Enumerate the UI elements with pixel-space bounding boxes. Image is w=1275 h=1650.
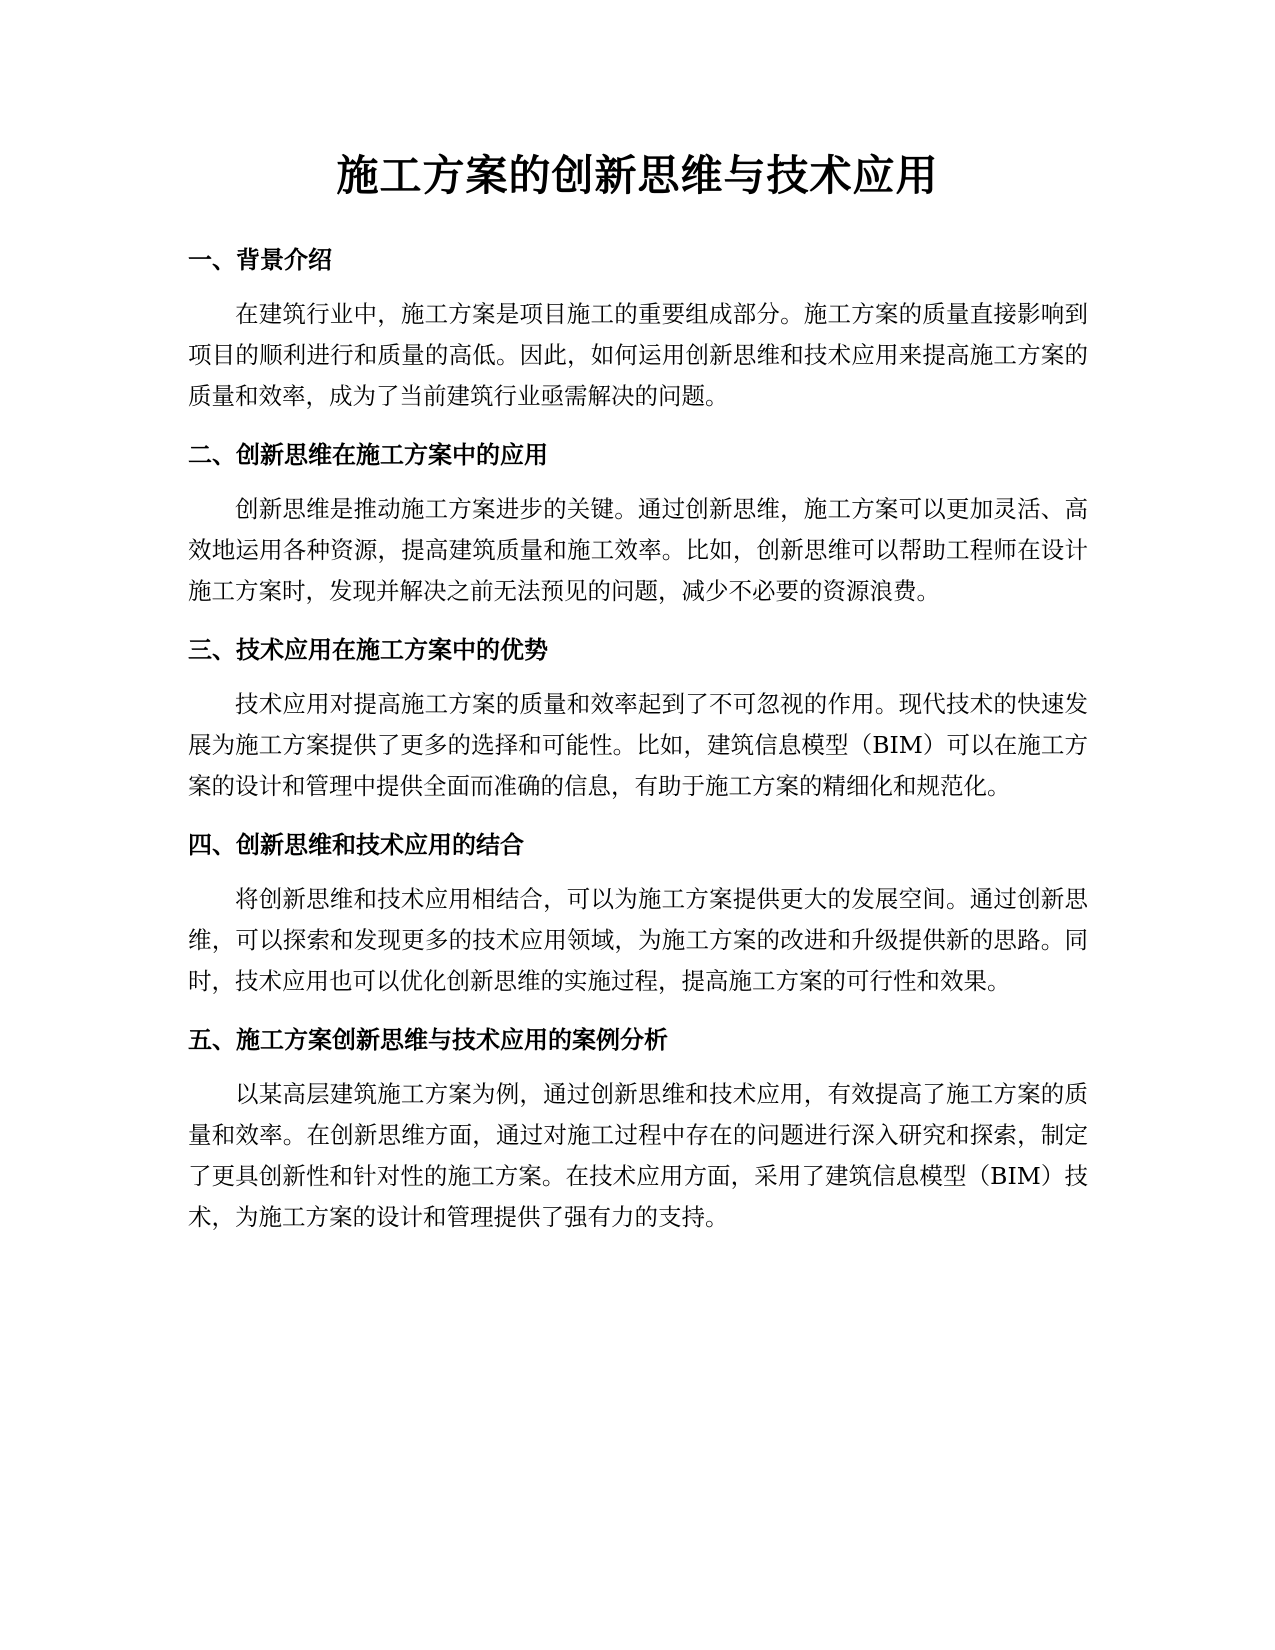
section-heading: 四、创新思维和技术应用的结合 (188, 831, 524, 859)
section-paragraph: 将创新思维和技术应用相结合，可以为施工方案提供更大的发展空间。通过创新思维，可以探索和发现更多的技术应用领域，为施工方案的改进和升级提供新的思路。同时，技术应用也可以优化创新思维的实施过程，提高施工方案的可行性和效果。 (188, 885, 1088, 995)
section-technology-advantages (188, 630, 1088, 807)
section-heading: 二、创新思维在施工方案中的应用 (188, 441, 548, 469)
document-content (188, 240, 1088, 1256)
section-paragraph: 创新思维是推动施工方案进步的关键。通过创新思维，施工方案可以更加灵活、高效地运用各种资源，提高建筑质量和施工效率。比如，创新思维可以帮助工程师在设计施工方案时，发现并解决之前无法预见的问题，减少不必要的资源浪费。 (188, 495, 1088, 605)
section-paragraph: 技术应用对提高施工方案的质量和效率起到了不可忽视的作用。现代技术的快速发展为施工方案提供了更多的选择和可能性。比如，建筑信息模型（BIM）可以在施工方案的设计和管理中提供全面而准确的信息，有助于施工方案的精细化和规范化。 (188, 690, 1088, 800)
document-title: 施工方案的创新思维与技术应用 (336, 151, 939, 200)
section-paragraph: 在建筑行业中，施工方案是项目施工的重要组成部分。施工方案的质量直接影响到项目的顺利进行和质量的高低。因此，如何运用创新思维和技术应用来提高施工方案的质量和效率，成为了当前建筑行业亟需解决的问题。 (188, 300, 1088, 410)
section-case-study (188, 1020, 1088, 1238)
section-heading: 一、背景介绍 (188, 246, 332, 274)
section-heading: 五、施工方案创新思维与技术应用的案例分析 (188, 1026, 668, 1054)
section-combination (188, 825, 1088, 1002)
section-heading: 三、技术应用在施工方案中的优势 (188, 636, 548, 664)
section-paragraph: 以某高层建筑施工方案为例，通过创新思维和技术应用，有效提高了施工方案的质量和效率。在创新思维方面，通过对施工过程中存在的问题进行深入研究和探索，制定了更具创新性和针对性的施工方案。在技术应用方面，采用了建筑信息模型（BIM）技术，为施工方案的设计和管理提供了强有力的支持。 (188, 1080, 1088, 1231)
section-background (188, 240, 1088, 417)
section-innovative-thinking (188, 435, 1088, 612)
